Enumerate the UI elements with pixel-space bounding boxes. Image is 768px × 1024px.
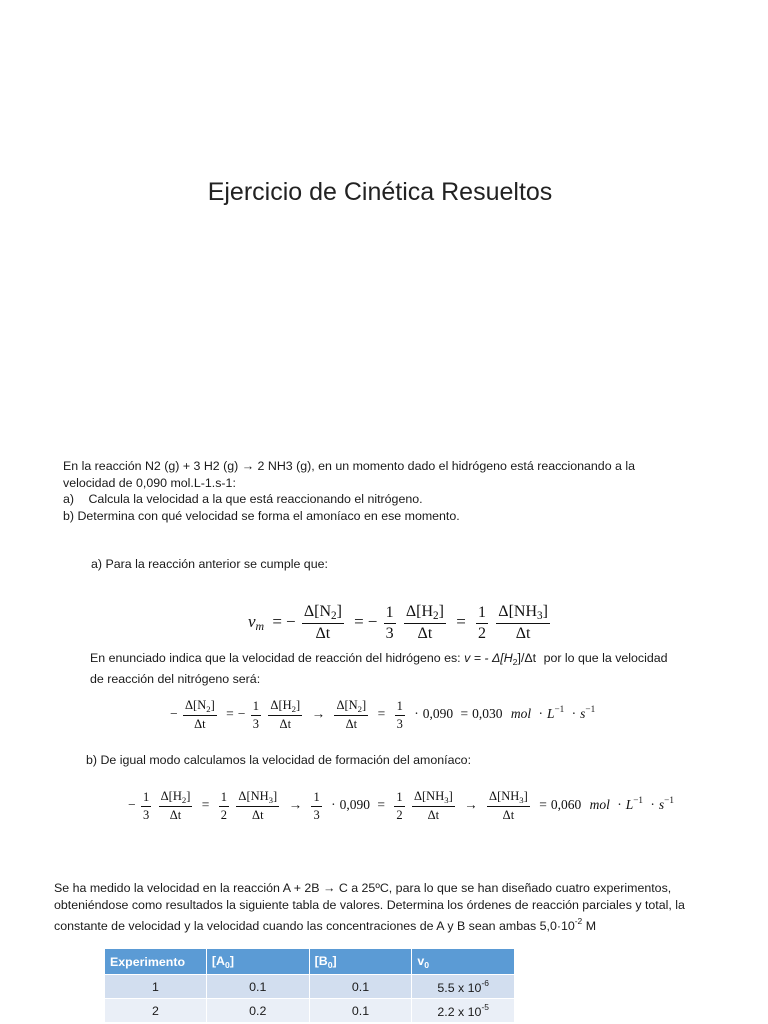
eq2-arrow: →: [311, 706, 326, 722]
cell-v0: 2.2 x $10^{-5}$: [412, 999, 515, 1023]
eq1-frac-nh3: $\frac{\Delta[NH_3]}{\Delta t}$: [498, 603, 548, 642]
eq1-frac-half: $\frac{1}{2}$: [478, 603, 487, 642]
problem1-line1: En la reacción N2 (g) + 3 H2 (g) → 2 NH3 (g), en un momento dado el hidrógeno está reaccionando a la: [63, 459, 636, 473]
item-a-marker: a): [63, 492, 75, 506]
eq3-frac-half-b: $\frac{1}{2}$: [396, 789, 403, 822]
rate-equation-1: $v_m$ = − $\frac{\Delta[N_2]}{\Delta t}$ = − $\frac{1}{3}$ $\frac{\Delta[H_2]}{\Delta t}$ = $\frac{1}{2}$ $\frac{\Delta[NH_3]}{\Delta t}$: [248, 603, 548, 642]
item-a-text: Calcula la velocidad a la que está reaccionando el nitrógeno.: [88, 492, 423, 506]
problem2-line1: Se ha medido la velocidad en la reacción A + 2B → C a 25ºC, para lo que se han diseñado cuatro experimentos,: [54, 881, 672, 895]
cell-b0: 0.1: [309, 975, 412, 999]
eq2-frac-third: $\frac{1}{3}$: [252, 698, 260, 731]
eq2-frac-h2: $\frac{\Delta[H_2]}{\Delta t}$: [270, 698, 301, 731]
eq1-v: v: [248, 611, 256, 631]
cell-b0: 0.1: [309, 999, 412, 1023]
cell-experiment: 1: [105, 975, 207, 999]
cell-experiment: 2: [105, 999, 207, 1023]
eq3-frac-nh3-b: $\frac{\Delta[NH_3]}{\Delta t}$: [413, 789, 453, 822]
eq1-frac-h2: $\frac{\Delta[H_2]}{\Delta t}$: [405, 603, 444, 642]
eq2-frac-n2-b: $\frac{\Delta[N_2]}{\Delta t}$: [336, 698, 367, 731]
experiments-table: [104, 948, 515, 1023]
eq2-result: 0,030: [472, 706, 503, 722]
header-b0: $[B_0]$: [309, 949, 412, 975]
cell-a0: 0.2: [206, 999, 309, 1023]
eq3-frac-third-b: $\frac{1}{3}$: [313, 789, 320, 822]
eq3-frac-nh3: $\frac{\Delta[NH_3]}{\Delta t}$: [238, 789, 278, 822]
rate-equation-2: − $\frac{\Delta[N_2]}{\Delta t}$ = − $\frac{1}{3}$ $\frac{\Delta[H_2]}{\Delta t}$ → $\frac{\Delta[N_2]}{\Delta t}$ = $\frac{1}{3}$ · 0,090 = 0,030 mol · $L^{-1} \cdot s^{-1}$: [170, 698, 596, 731]
table-row: [105, 975, 515, 999]
eq1-frac-n2: $\frac{\Delta[N_2]}{\Delta t}$: [303, 603, 342, 642]
eq3-frac-half: $\frac{1}{2}$: [220, 789, 228, 822]
problem2-line2: obteniéndose como resultados la siguiente tabla de valores. Determina los órdenes de reacción parciales y total, la: [54, 897, 685, 912]
table-header-row: [105, 949, 515, 975]
header-v0: $v_0$: [412, 949, 515, 975]
header-experimento: Experimento: [105, 949, 207, 975]
cell-v0: 5.5 x $10^{-6}$: [412, 975, 515, 999]
problem2-statement: [54, 880, 685, 935]
rate-equation-3: − $\frac{1}{3}$ $\frac{\Delta[H_2]}{\Delta t}$ = $\frac{1}{2}$ $\frac{\Delta[NH_3]}{\Delta t}$ → $\frac{1}{3}$ · 0,090 = $\frac{1}{2}$ $\frac{\Delta[NH_3]}{\Delta t}$ → $\frac{\Delta[NH_3]}{\Delta t}$ = 0,060 mol · $L^{-1} \cdot s^{-1}$: [128, 789, 674, 822]
eq2-value: 0,090: [422, 706, 454, 722]
table-row: [105, 999, 515, 1023]
problem1-item-b: b) Determina con qué velocidad se forma el amoníaco en ese momento.: [63, 508, 460, 523]
problem1-item-a: [63, 491, 635, 508]
eq1-frac-third: $\frac{1}{3}$: [385, 603, 394, 642]
eq3-result: 0,060: [550, 797, 582, 813]
cell-a0: 0.1: [206, 975, 309, 999]
eq3-frac-h2: $\frac{\Delta[H_2]}{\Delta t}$: [160, 789, 191, 822]
page-title: Ejercicio de Cinética Resueltos: [207, 178, 553, 206]
problem1-line2: velocidad de 0,090 mol.L-1.s-1:: [63, 475, 236, 490]
header-a0: $[A_0]$: [206, 949, 309, 975]
hydrogen-rate-text: En enunciado indica que la velocidad de reacción del hidrógeno es: v = - $\Delta[H_2]/\Delta t$ por lo que la velocidad de reacción del nitrógeno será:: [90, 651, 668, 686]
eq2-frac-n2: $\frac{\Delta[N_2]}{\Delta t}$: [185, 698, 215, 731]
eq3-frac-nh3-c: $\frac{\Delta[NH_3]}{\Delta t}$: [489, 789, 528, 822]
solution-b-intro: b) De igual modo calculamos la velocidad de formación del amoníaco:: [86, 753, 472, 767]
problem1-statement: [63, 458, 635, 524]
eq3-frac-third: $\frac{1}{3}$: [143, 789, 150, 822]
eq2-frac-third-b: $\frac{1}{3}$: [396, 698, 403, 731]
solution-a-intro: a) Para la reacción anterior se cumple que:: [91, 557, 328, 571]
problem2-line3: constante de velocidad y la velocidad cuando las concentraciones de A y B sean ambas $5,0\cdot 10^{-2}$ M: [54, 916, 597, 933]
